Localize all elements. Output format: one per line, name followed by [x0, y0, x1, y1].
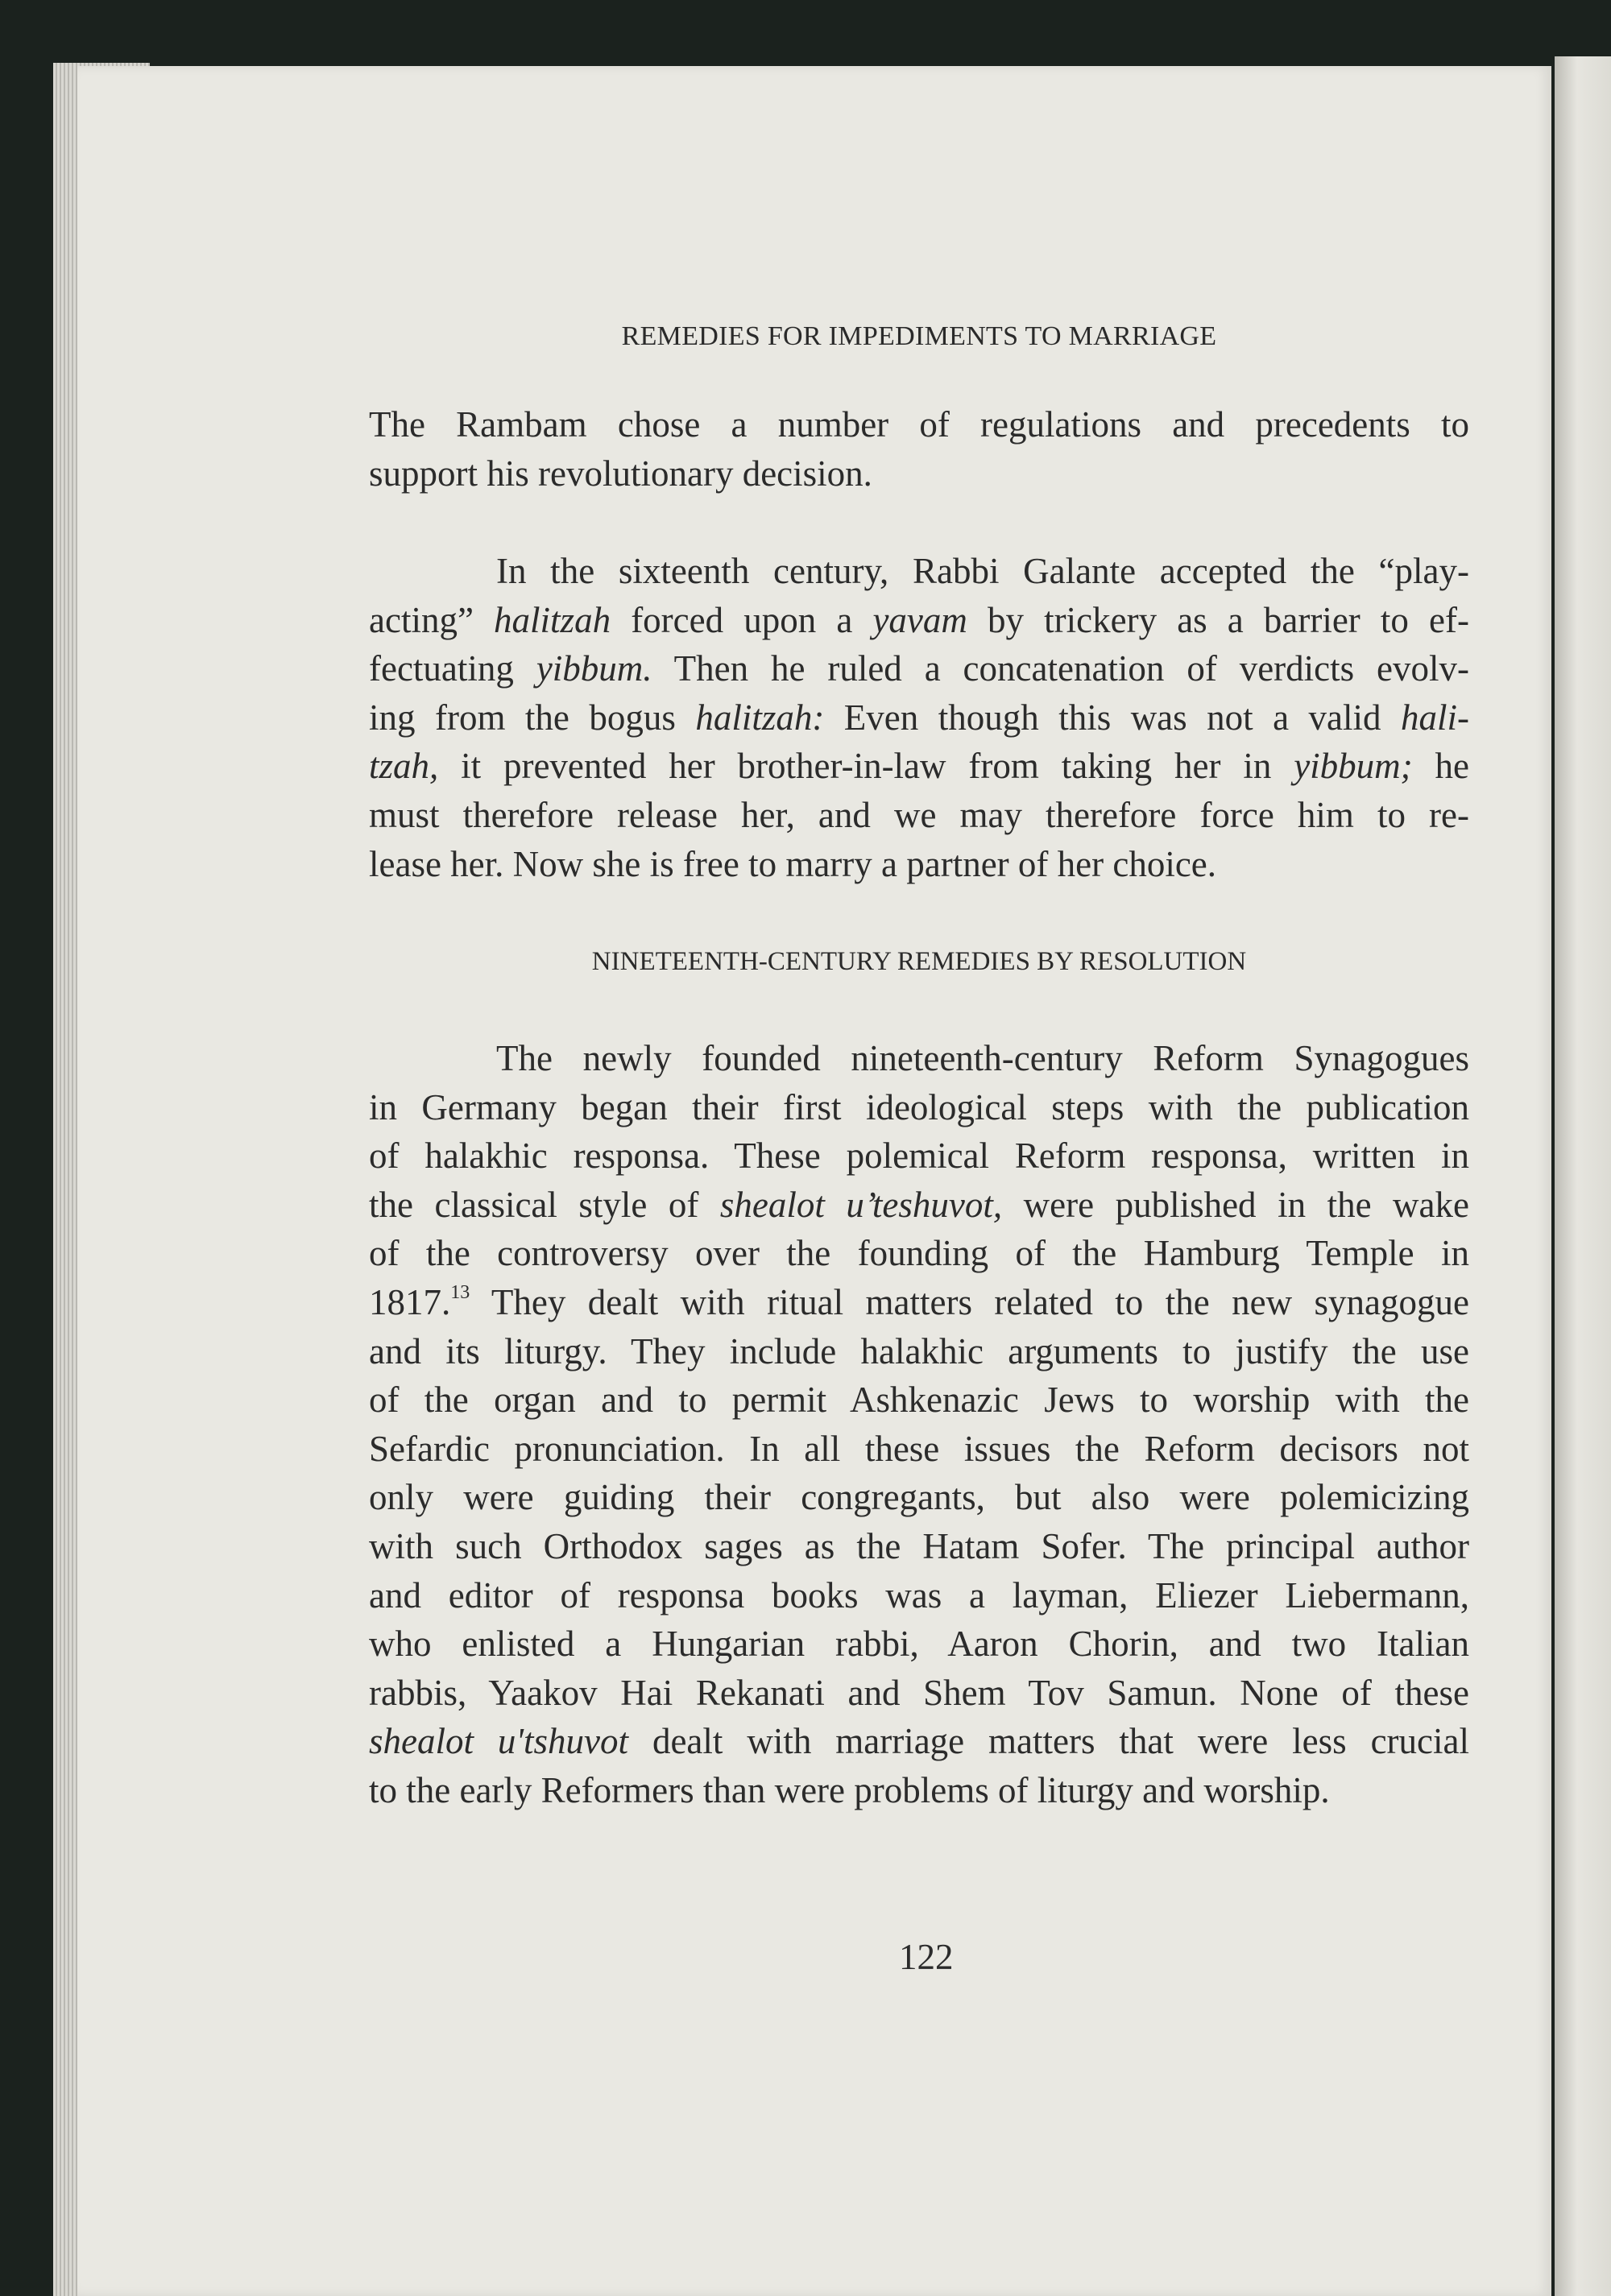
- adjacent-page-edge: [1555, 56, 1611, 2296]
- text-line: [369, 547, 1469, 596]
- text-run: The newly founded nineteenth-century Reform Synagogues: [496, 1038, 1469, 1078]
- text-run: support his revolutionary decision.: [369, 453, 872, 494]
- running-head: REMEDIES FOR IMPEDIMENTS TO MARRIAGE: [621, 321, 1217, 351]
- text-run: Even though this was not a valid: [824, 697, 1401, 738]
- text-run: and its liturgy. They include halakhic arguments to justify the use: [369, 1330, 1469, 1371]
- text-run: with such Orthodox sages as the Hatam Sofer. The principal author: [369, 1525, 1469, 1566]
- text-line: [369, 1522, 1469, 1571]
- text-line: [369, 1766, 1469, 1815]
- text-run: The Rambam chose a number of regulations and precedents to: [369, 404, 1469, 445]
- footnote-ref: 13: [450, 1281, 470, 1303]
- text-line: [369, 1034, 1469, 1083]
- paragraph-2: [369, 547, 1469, 888]
- text-run: of the organ and to permit Ashkenazic Jews to worship with the: [369, 1380, 1469, 1421]
- text-line: [369, 1620, 1469, 1669]
- text-run: fectuating: [369, 648, 536, 689]
- text-run: In the sixteenth century, Rabbi Galante accepted the “play-: [496, 551, 1469, 591]
- book-page: [77, 66, 1551, 2296]
- italic-term: yibbum;: [1294, 746, 1413, 787]
- text-run: They dealt with ritual matters related to the new synagogue: [470, 1281, 1469, 1322]
- italic-term: halitzah: [494, 599, 611, 640]
- text-run: in Germany began their first ideological steps with the publication: [369, 1086, 1469, 1127]
- text-run: he: [1412, 746, 1469, 787]
- text-line: [369, 449, 1469, 499]
- text-line: [369, 644, 1469, 693]
- text-run: dealt with marriage matters that were less crucial: [628, 1721, 1469, 1762]
- italic-term: halitzah:: [695, 697, 825, 738]
- text-line: [369, 840, 1469, 889]
- page-number: 122: [899, 1937, 954, 1977]
- text-line: [369, 1229, 1469, 1278]
- text-line: [369, 1425, 1469, 1474]
- text-line: [369, 791, 1469, 840]
- italic-term: yavam: [872, 599, 967, 640]
- text-line: [369, 1278, 1469, 1327]
- text-line: [369, 693, 1469, 743]
- text-line: [369, 400, 1469, 449]
- text-line: [369, 1327, 1469, 1376]
- text-line: [369, 1717, 1469, 1766]
- text-run: acting”: [369, 599, 495, 640]
- text-run: only were guiding their congregants, but also were polemicizing: [369, 1477, 1469, 1518]
- italic-term: tzah,: [369, 746, 439, 787]
- text-line: [369, 1473, 1469, 1522]
- text-line: [369, 1376, 1469, 1425]
- text-run: of halakhic responsa. These polemical Reform responsa, written in: [369, 1136, 1469, 1177]
- text-run: the classical style of: [369, 1184, 720, 1225]
- text-run: lease her. Now she is free to marry a partner of her choice.: [369, 843, 1217, 884]
- text-run: rabbis, Yaakov Hai Rekanati and Shem Tov Samun. None of these: [369, 1672, 1469, 1713]
- paragraph-3: [369, 1034, 1469, 1815]
- text-line: [369, 596, 1469, 645]
- italic-term: shealot u'tshuvot: [369, 1721, 629, 1762]
- text-run: forced upon a: [611, 599, 873, 640]
- text-run: must therefore release her, and we may therefore force him to re-: [369, 794, 1469, 835]
- text-run: Then he ruled a concatenation of verdicts evolv-: [652, 648, 1469, 689]
- text-run: who enlisted a Hungarian rabbi, Aaron Chorin, and two Italian: [369, 1624, 1469, 1665]
- text-run: by trickery as a barrier to ef-: [967, 599, 1469, 640]
- text-run: ing from the bogus: [369, 697, 696, 738]
- italic-term: hali-: [1401, 697, 1469, 738]
- paragraph-1: [369, 400, 1469, 498]
- italic-term: shealot u’teshuvot,: [719, 1184, 1003, 1225]
- italic-term: yibbum.: [536, 648, 652, 689]
- text-line: [369, 742, 1469, 791]
- text-run: were published in the wake: [1002, 1184, 1469, 1225]
- text-line: [369, 1181, 1469, 1230]
- text-line: [369, 1083, 1469, 1132]
- text-run: to the early Reformers than were problems of liturgy and worship.: [369, 1769, 1330, 1810]
- text-run: Sefardic pronunciation. In all these issues the Reform decisors not: [369, 1428, 1469, 1469]
- text-run: of the controversy over the founding of the Hamburg Temple in: [369, 1233, 1469, 1274]
- text-line: [369, 1669, 1469, 1718]
- text-line: [369, 1571, 1469, 1620]
- text-run: and editor of responsa books was a layman, Eliezer Liebermann,: [369, 1574, 1469, 1615]
- section-heading: NINETEENTH-CENTURY REMEDIES BY RESOLUTION: [591, 947, 1247, 976]
- text-line: [369, 1131, 1469, 1181]
- text-run: 1817.: [369, 1281, 451, 1322]
- text-run: it prevented her brother-in-law from taking her in: [438, 746, 1294, 787]
